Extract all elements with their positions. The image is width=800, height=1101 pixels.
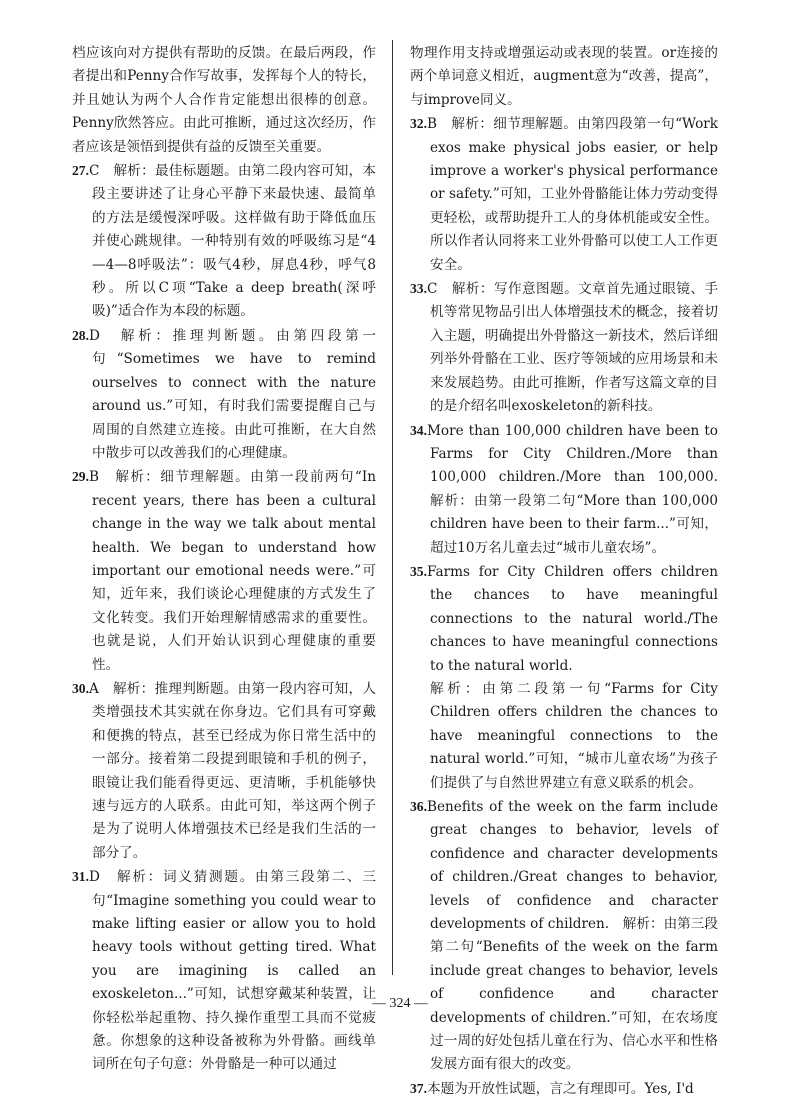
item-number: 29. <box>72 469 89 485</box>
answer-item <box>410 419 732 560</box>
right-column <box>410 42 732 1101</box>
answer-item <box>410 112 718 277</box>
page-number: — 324 — <box>372 996 428 1011</box>
item-text: 档应该向对方提供有帮助的反馈。在最后两段，作者提出和Penny合作写故事，发挥每个人的特长，并且她认为两个人合作肯定能想出很棒的创意。Penny欣然答应。由此可推断，通过这次经历，作者应该是领悟到提供有益的反馈至关重要。 <box>72 45 376 155</box>
item-number: 36. <box>410 799 427 814</box>
answer-item <box>72 324 376 465</box>
item-number: 27. <box>72 163 89 179</box>
item-text: More than 100,000 children have been to Farms for City Children./More than 100,000 children./More than 100,000. 解析：由第一段第二句“More than 100,000 children have been to their farm...”可知，超过10万名儿童去过“城市儿童农场”。 <box>427 422 732 556</box>
answer-item <box>410 560 718 678</box>
item-text: B 解析：细节理解题。由第四段第一句“Work exos make physical jobs easier, or help improve a worker's physical performance or safety.”可知，工业外骨骼能让体力劳动变得更轻松，或帮助提升工人的身体机能或安全性。所以作者认同将来工业外骨骼可以使工人工作更安全。 <box>427 116 718 273</box>
item-number: 33. <box>410 281 427 297</box>
column-divider <box>392 40 393 975</box>
answer-item <box>72 465 376 677</box>
item-number: 32. <box>410 116 427 132</box>
answer-item <box>410 678 718 795</box>
item-number: 31. <box>72 869 89 885</box>
item-text: B 解析：细节理解题。由第一段前两句“In recent years, there has been a cultural change in the way we talk about mental health. We began to understand how important our emotional needs were.”可知，近年来，我们谈论心理健康的方式发生了文化转变。我们开始理解情感需求的重要性。也就是说，人们开始认识到心理健康的重要性。 <box>89 469 376 673</box>
answer-item <box>410 277 718 418</box>
answer-item <box>72 865 376 1077</box>
item-text: Farms for City Children offers children the chances to have meaningful connections to the natural world./The chances to have meaningful connections to the natural world. <box>427 563 718 674</box>
item-text: C 解析：写作意图题。文章首先通过眼镜、手机等常见物品引出人体增强技术的概念，接着切入主题，明确提出外骨骼这一新技术，然后详细列举外骨骼在工业、医疗等领域的应用场景和未来发展趋势。由此可推断，作者写这篇文章的目的是介绍名叫exoskeleton的新科技。 <box>427 281 718 415</box>
item-text: D 解析：词义猜测题。由第三段第二、三句“Imagine something you could wear to make lifting easier or allow you to hold heavy tools without getting tired. What you are imagining is called an exoskeleton...”可知，试想穿戴某种装置，让你轻松举起重物、持久操作重型工具而不觉疲惫。你想象的这种设备被称为外骨骼。画线单词所在句子句意：外骨骼是一种可以通过 <box>89 869 376 1073</box>
item-number: 37. <box>410 1080 427 1096</box>
item-text: C 解析：最佳标题题。由第二段内容可知，本段主要讲述了让身心平静下来最快速、最简单的方法是缓慢深呼吸。这样做有助于降低血压并使心跳规律。一种特别有效的呼吸练习是“4—4—8呼吸法”：吸气4秒，屏息4秒，呼气8秒。所以C项“Take a deep breath(深呼吸)”适合作为本段的标题。 <box>89 163 376 320</box>
item-text: A 解析：推理判断题。由第一段内容可知，人类增强技术其实就在你身边。它们具有可穿戴和便携的特点，甚至已经成为你日常生活中的一部分。接着第二段提到眼镜和手机的例子，眼镜让我们能看得更远、更清晰，手机能够快速与远方的人联系。由此可知，举这两个例子是为了说明人体增强技术已经是我们生活的一部分了。 <box>89 680 376 861</box>
answer-item <box>72 677 376 865</box>
item-text: D 解析：推理判断题。由第四段第一句“Sometimes we have to remind ourselves to connect with the nature around us.”可知，有时我们需要提醒自己与周围的自然建立连接。由此可推断，在大自然中散步可以改善我们的心理健康。 <box>89 327 376 461</box>
item-text: 解析：由第二段第一句“Farms for City Children offers children the chances to have meaningful connections to the natural world.”可知，“城市儿童农场”为孩子们提供了与自然世界建立有意义联系的机会。 <box>430 680 718 791</box>
item-number: 28. <box>72 327 89 343</box>
answer-item <box>72 42 376 159</box>
answer-item <box>410 42 718 112</box>
item-text: 本题为开放性试题，言之有理即可。Yes, I'd <box>427 1080 694 1097</box>
item-text: 物理作用支持或增强运动或表现的装置。or连接的两个单词意义相近，augment意为“改善，提高”，与improve同义。 <box>410 45 718 108</box>
answer-item <box>410 1077 718 1101</box>
item-number: 30. <box>72 680 89 696</box>
item-number: 34. <box>410 422 427 438</box>
left-column <box>72 42 376 1077</box>
answer-item <box>72 159 376 324</box>
item-text: Benefits of the week on the farm include great changes to behavior, levels of confidence and character developments of children./Great changes to behavior, levels of confidence and character developments of children. 解析：由第三段第二句“Benefits of the week on the farm include great changes to behavior, levels of confidence and character developments of children.”可知，在农场度过一周的好处包括儿童在行为、信心水平和性格发展方面有很大的改变。 <box>427 799 718 1073</box>
item-number: 35. <box>410 563 427 579</box>
